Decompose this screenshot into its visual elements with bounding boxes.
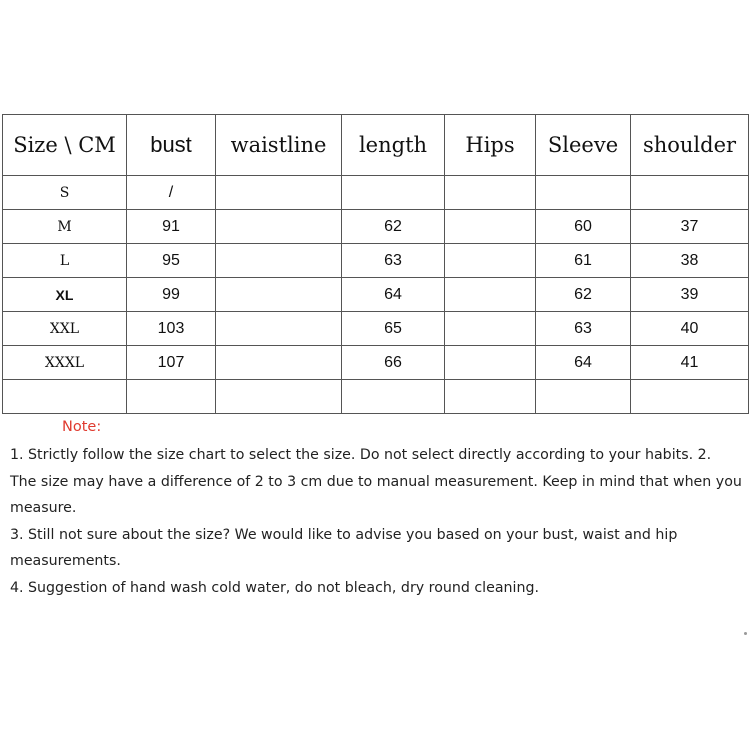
header-sleeve: Sleeve: [536, 115, 631, 176]
cell-size: S: [3, 176, 127, 210]
cell-hips: [445, 346, 536, 380]
header-bust: bust: [127, 115, 216, 176]
table-row: [3, 380, 749, 414]
cell-waistline: [216, 346, 342, 380]
cell-size: XL: [3, 278, 127, 312]
cell-waistline: [216, 278, 342, 312]
cell-shoulder: 39: [631, 278, 749, 312]
cell-bust: 91: [127, 210, 216, 244]
cell-shoulder: 38: [631, 244, 749, 278]
table-row: [3, 312, 749, 346]
header-shoulder: shoulder: [631, 115, 749, 176]
cell-bust: 103: [127, 312, 216, 346]
cell-sleeve: [536, 380, 631, 414]
cell-hips: [445, 278, 536, 312]
cell-size: XXL: [3, 312, 127, 346]
cell-bust: 95: [127, 244, 216, 278]
notes-section: [10, 416, 742, 601]
cell-sleeve: 60: [536, 210, 631, 244]
cell-hips: [445, 210, 536, 244]
cell-length: [342, 176, 445, 210]
cell-sleeve: [536, 176, 631, 210]
note-item-1: 1. Strictly follow the size chart to select the size. Do not select directly according to your habits. 2. The size may have a difference of 2 to 3 cm due to manual measurement. Keep in mind that when you measure.: [10, 447, 742, 516]
stray-dot: [744, 632, 747, 635]
cell-bust: [127, 380, 216, 414]
note-title: Note:: [62, 419, 102, 435]
cell-bust: /: [127, 176, 216, 210]
header-length: length: [342, 115, 445, 176]
cell-length: 64: [342, 278, 445, 312]
cell-hips: [445, 176, 536, 210]
cell-sleeve: 63: [536, 312, 631, 346]
cell-length: 63: [342, 244, 445, 278]
note-item-2: 3. Still not sure about the size? We would like to advise you based on your bust, waist and hip measurements.: [10, 526, 678, 569]
cell-waistline: [216, 244, 342, 278]
cell-length: 62: [342, 210, 445, 244]
header-waistline: waistline: [216, 115, 342, 176]
header-size: Size \ CM: [3, 115, 127, 176]
table-row: [3, 278, 749, 312]
cell-length: 66: [342, 346, 445, 380]
cell-size: M: [3, 210, 127, 244]
cell-hips: [445, 380, 536, 414]
cell-shoulder: 37: [631, 210, 749, 244]
cell-length: 65: [342, 312, 445, 346]
cell-size: L: [3, 244, 127, 278]
cell-waistline: [216, 210, 342, 244]
table-row: [3, 244, 749, 278]
cell-waistline: [216, 380, 342, 414]
cell-waistline: [216, 312, 342, 346]
size-chart-table: [2, 114, 749, 414]
cell-shoulder: [631, 176, 749, 210]
table-row: [3, 176, 749, 210]
table-row: [3, 210, 749, 244]
table-row: [3, 346, 749, 380]
cell-hips: [445, 312, 536, 346]
cell-size: XXXL: [3, 346, 127, 380]
cell-sleeve: 64: [536, 346, 631, 380]
cell-shoulder: [631, 380, 749, 414]
cell-shoulder: 40: [631, 312, 749, 346]
table-header-row: [3, 115, 749, 176]
cell-waistline: [216, 176, 342, 210]
cell-bust: 107: [127, 346, 216, 380]
cell-sleeve: 61: [536, 244, 631, 278]
header-hips: Hips: [445, 115, 536, 176]
cell-shoulder: 41: [631, 346, 749, 380]
cell-hips: [445, 244, 536, 278]
cell-size: [3, 380, 127, 414]
note-item-3: 4. Suggestion of hand wash cold water, do not bleach, dry round cleaning.: [10, 579, 539, 596]
cell-bust: 99: [127, 278, 216, 312]
cell-sleeve: 62: [536, 278, 631, 312]
cell-length: [342, 380, 445, 414]
